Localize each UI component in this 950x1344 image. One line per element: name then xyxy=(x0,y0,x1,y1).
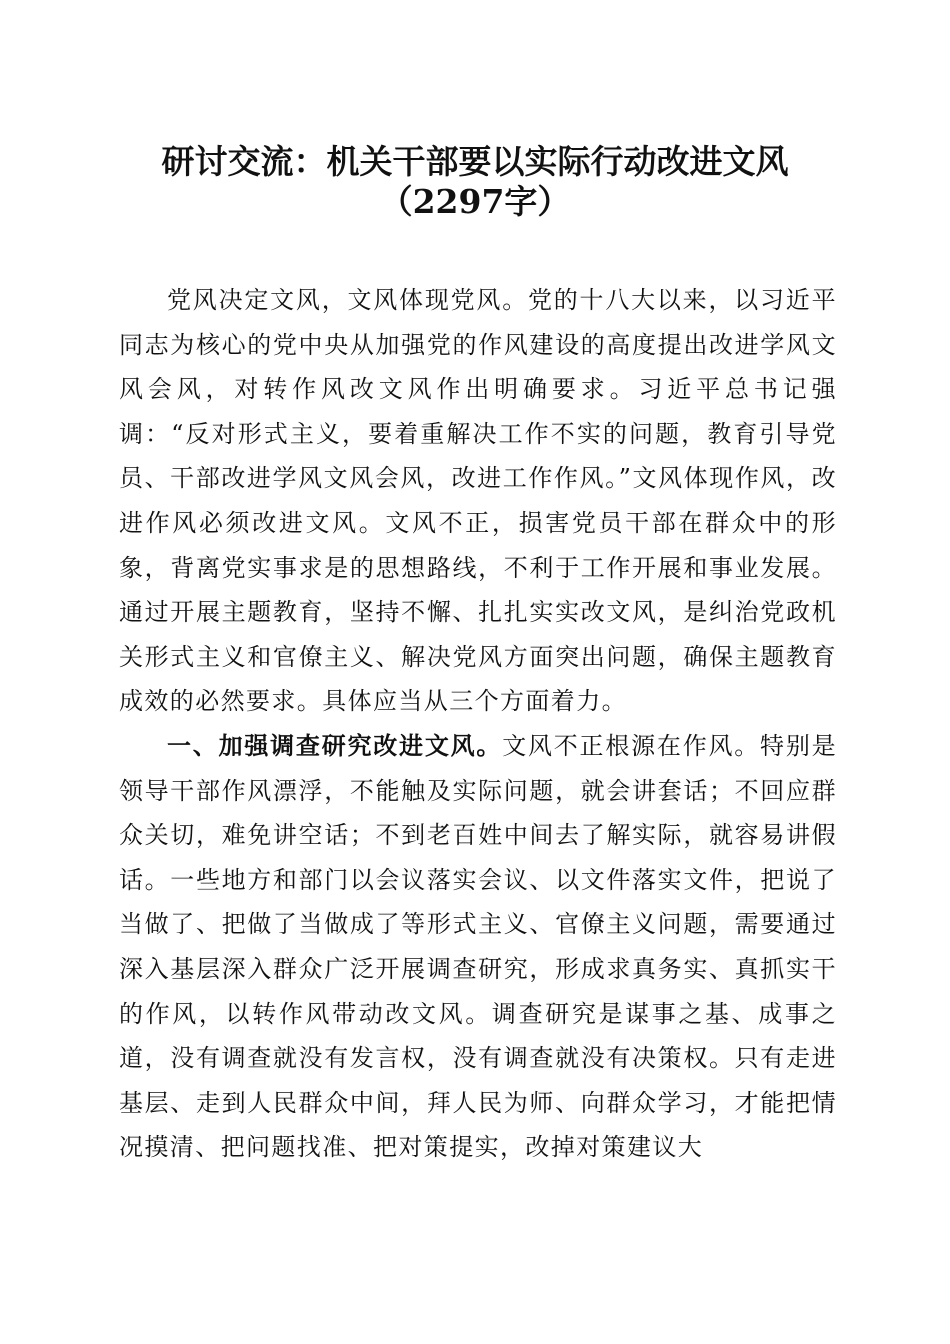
document-title: 研讨交流：机关干部要以实际行动改进文风 xyxy=(161,142,789,181)
section-1-paragraph xyxy=(119,724,837,1170)
intro-paragraph: 党风决定文风，文风体现党风。党的十八大以来，以习近平同志为核心的党中央从加强党的作风建设的高度提出改进学风文风会风，对转作风改文风作出明确要求。习近平总书记强调：“反对形式主义，要着重解决工作不实的问题，教育引导党员、干部改进学风文风会风，改进工作作风。”文风体现作风，改进作风必须改进文风。文风不正，损害党员干部在群众中的形象，背离党实事求是的思想路线，不利于工作开展和事业发展。通过开展主题教育，坚持不懈、扎扎实实改文风，是纠治党政机关形式主义和官僚主义、解决党风方面突出问题，确保主题教育成效的必然要求。具体应当从三个方面着力。 xyxy=(119,286,837,716)
document-word-count: （2297字） xyxy=(379,182,571,221)
document-body xyxy=(119,278,837,1170)
section-1-heading: 一、加强调查研究改进文风。 xyxy=(167,730,503,760)
section-1-text: 文风不正根源在作风。特别是领导干部作风漂浮，不能触及实际问题，就会讲套话；不回应群众关切，难免讲空话；不到老百姓中间去了解实际，就容易讲假话。一些地方和部门以会议落实会议、以文件落实文件，把说了当做了、把做了当做成了等形式主义、官僚主义问题，需要通过深入基层深入群众广泛开展调查研究，形成求真务实、真抓实干的作风，以转作风带动改文风。调查研究是谋事之基、成事之道，没有调查就没有发言权，没有调查就没有决策权。只有走进基层、走到人民群众中间，拜人民为师、向群众学习，才能把情况摸清、把问题找准、把对策提实，改掉对策建议大 xyxy=(119,731,838,1162)
